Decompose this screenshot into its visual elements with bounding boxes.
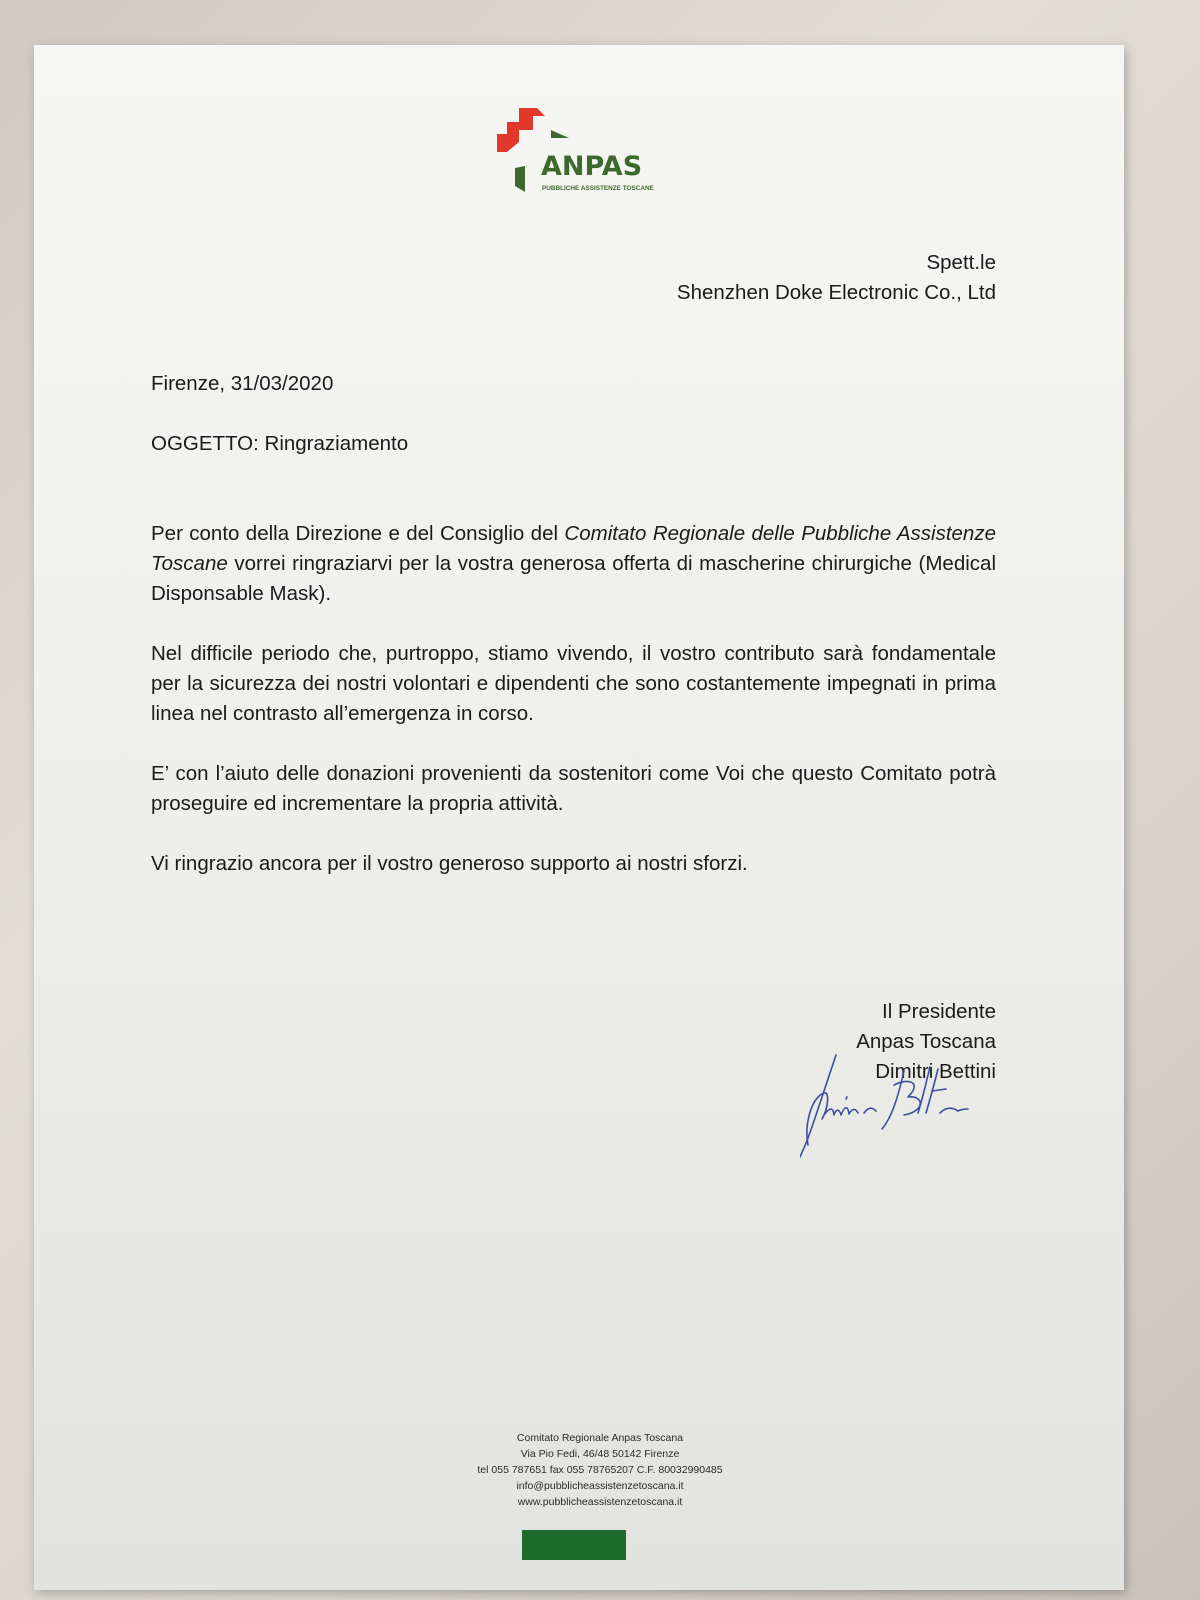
recipient-salutation: Spett.le: [926, 251, 996, 274]
subject-line: OGGETTO: Ringraziamento: [151, 432, 409, 455]
svg-text:ANPAS: ANPAS: [541, 151, 643, 182]
paragraph-contribution: Nel difficile periodo che, purtroppo, stiamo vivendo, il vostro contributo sarà fondamentale per la sicurezza dei nostri volontari e dipendenti che sono costantemente impegnati in prima linea nel contrasto all’emergenza in corso.: [151, 642, 996, 725]
footer-website: www.pubblicheassistenzetoscana.it: [517, 1496, 683, 1508]
anpas-logo-mark: [497, 108, 657, 198]
signatory-organization: Anpas Toscana: [856, 1030, 996, 1053]
paragraph-donations: E’ con l’aiuto delle donazioni provenienti da sostenitori come Voi che questo Comitato potrà proseguire ed incrementare la propria attività.: [151, 762, 996, 815]
footer-organization: Comitato Regionale Anpas Toscana: [516, 1432, 684, 1444]
signature-strokes: [800, 1053, 990, 1193]
paragraph-thanks: [151, 519, 996, 609]
committee-name-italic: Comitato Regionale delle Pubbliche Assistenze Toscane: [151, 522, 996, 575]
signatory-name: Dimitri Bettini: [875, 1060, 996, 1083]
footer-address: Via Pio Fedi, 46/48 50142 Firenze: [520, 1448, 680, 1460]
svg-text:PUBBLICHE ASSISTENZE TOSCANE: PUBBLICHE ASSISTENZE TOSCANE: [542, 185, 654, 192]
footer-email: info@pubblicheassistenzetoscana.it: [516, 1480, 684, 1492]
recipient-block: [677, 248, 996, 308]
paragraph-thanks-text-2: vorrei ringraziarvi per la vostra generosa offerta di mascherine chirurgiche (Medical Disponsable Mask).: [151, 552, 996, 605]
letterhead-footer: [380, 1430, 820, 1510]
footer-green-bar: [522, 1530, 626, 1560]
paragraph-closing: Vi ringrazio ancora per il vostro generoso supporto ai nostri sforzi.: [151, 852, 748, 875]
recipient-company: Shenzhen Doke Electronic Co., Ltd: [676, 281, 996, 304]
paragraph-thanks-text-1: Per conto della Direzione e del Consiglio del: [151, 522, 565, 545]
handwritten-signature: [800, 1053, 990, 1193]
footer-contacts: tel 055 787651 fax 055 78765207 C.F. 80032990485: [477, 1464, 723, 1476]
date-line: Firenze, 31/03/2020: [151, 372, 334, 395]
anpas-logo: [497, 108, 657, 198]
signatory-title: Il Presidente: [882, 1000, 996, 1023]
